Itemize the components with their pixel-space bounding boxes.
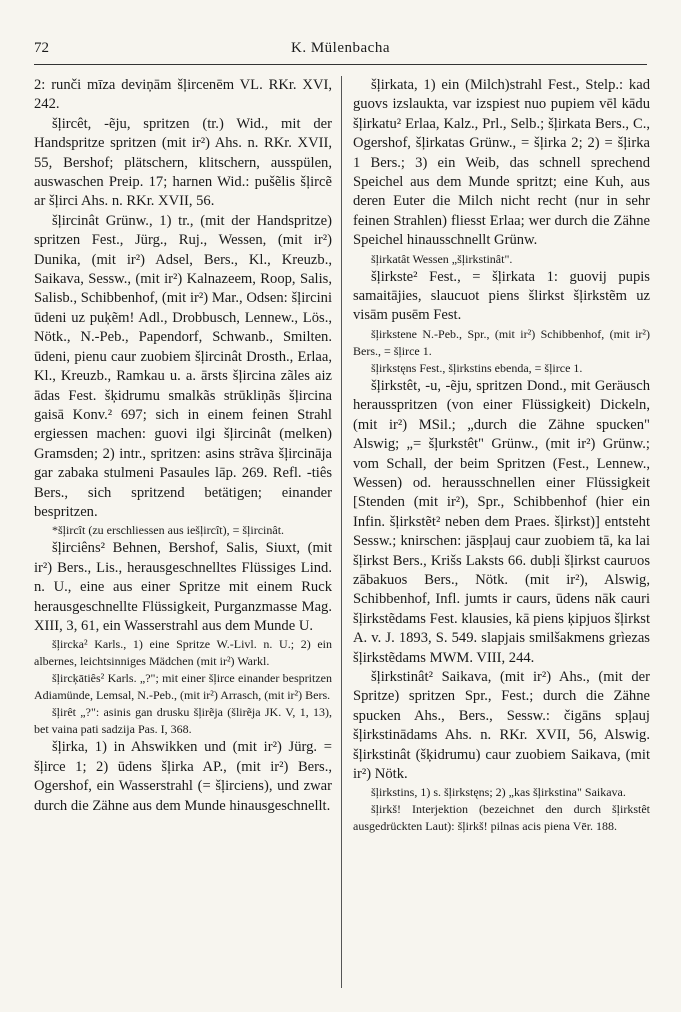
page-header — [34, 40, 647, 60]
right-column — [353, 76, 650, 835]
entry: šļirkata, 1) ein (Milch)strahl Fest., Stelp.: kad guovs izslaukta, var izspiest nuo pupiem vēl kādu šļirkatu² Erlaa, Kalz., Prl., Selb.; šļirkata Bers., C., Ogershof, šļirkatas Grünw., = šļirka 2; 2) = šļirka 1 Bers.; 3) ein Weib, das schnell sprechend Speichel aus dem Munde spritzt; eine Kuh, aus deren Euter die Milch nicht recht (nur in sehr feinen Strahlen) fliesst Erlaa; wer durch die Zähne Speichel hinausschnellt Grünw. — [353, 77, 650, 249]
entry: *šļircît (zu erschliessen aus iešļircît), = šļircinât. — [52, 523, 285, 538]
entry: šļircka² Karls., 1) eine Spritze W.-Livl. n. U.; 2) ein albernes, leichtsinniges Mädchen (mit ir²) Warkl. — [34, 637, 332, 669]
page-number: 72 — [34, 40, 49, 56]
entry: šļirciêns² Behnen, Bershof, Salis, Siuxt, (mit ir²) Bers., Lis., herausgeschnelltes Flüssiges Lind. n. U., eine aus einer Spritze mit einem Ruck herausgeschnellte Flüssigkeit, Purganzmasse Mag. XIII, 3, 61, ein Wasserstrahl aus dem Munde U. — [34, 540, 332, 634]
entry: šļircêt, -ẽju, spritzen (tr.) Wid., mit der Handspritze spritzen (mit ir²) Ahs. n. RKr. XVII, 55, Bershof; plätschern, klitschern, ausspülen, auswaschen Preip. 17; harnen Wid.: pušẽlis šļircẽ ar šļirci Ahs. n. RKr. XVII, 56. — [34, 115, 332, 210]
header-rule — [34, 64, 647, 65]
entry: šļircinât Grünw., 1) tr., (mit der Handspritze) spritzen Fest., Jürg., Ruj., Wessen, (mit ir²) Dunika, (mit ir²) Adsel, Bers., Kl., Kreuzb., Saikava, Sessw., (mit ir²) Kalnazeem, Roop, Salis, Salisb., Schibbenhof, (mit ir²) Mar., Odsen: šļircini ūdeni uz puķẽm! Adl., Drobbusch, Lennew., Lös., Nötk., N.-Peb., Papendorf, Schwanb., Smilten. ūdeni, pienu caur zuobiem šļircinât Drosth., Erlaa, Kl., Kreuzb., Ramkau u. a. ārsts šļircina zãles aiz ādas Fest. šķidrumu smalkãs strūkliņãs šļircina gaisā Konv.² 697; sich in einem feinen Strahl ergiessen machen: guovi ilgi šļircinât (melken) Gramsden; 2) intr., spritzen: asins strãva šļircināja gar zabaka stulmeni Pasaules lāp. 269. Refl. -tiês Bers., sich spritzend betätigen; einander bespritzen. — [34, 212, 332, 520]
running-title: K. Mülenbacha — [291, 40, 390, 56]
entry: šļirkste² Fest., = šļirkata 1: guovij pupis samaitājies, slaucuot piens šlirkst šļirkstẽm uz visām pusēm Fest. — [353, 268, 650, 324]
column-divider — [341, 76, 342, 988]
left-column — [34, 76, 332, 816]
entry: šļirkatât Wessen „šļirkstinât". — [371, 251, 513, 266]
entry: šļirka, 1) in Ahswikken und (mit ir²) Jürg. = šļirce 1; 2) ūdens šļirka AP., (mit ir²) Bers., Ogershof, ein Wasserstrahl (= šļirciens), und zwar durch die Zähne aus dem Munde hinausgeschnellt. — [34, 739, 332, 814]
entry: šļirkš! Interjektion (bezeichnet den durch šļirkstêt ausgedrückten Laut): šļirkš! pilnas acis piena Vēr. 188. — [353, 802, 650, 834]
entry: 2: runči mīza deviņām šļircenēm VL. RKr. XVI, 242. — [34, 77, 332, 113]
entry: šļirkstęns Fest., šļirkstins ebenda, = šļirce 1. — [371, 360, 583, 375]
entry: šļircķātiês² Karls. „?"; mit einer šļirce einander bespritzen Adiamünde, Lemsal, N.-Peb., (mit ir²) Arrasch, (mit ir²) Bers. — [34, 671, 332, 703]
entry: šļirkstinât² Saikava, (mit ir²) Ahs., (mit der Spritze) spritzen Spr., Fest.; durch die Zähne spucken Ahs., Bers., Sessw.: čigāns spļauj šļirkstinādams Ahs. n. RKr. XVII, 56, Alswig. šļirkstinât (šķidrumu) caur zuobiem Saikava, (mit ir²) Nötk. — [353, 668, 650, 782]
entry: šļirkstêt, -u, -ẽju, spritzen Dond., mit Geräusch herausspritzen (von einer Flüssigkeit) Dickeln, (mit ir²) MSil.; „durch die Zähne spucken" Alswig; „= šļurkstêt" Grünw., (mit ir²) Grünw.; vom Schall, der beim Spritzen (Fest., Lennew., Wessen) od. herausschnellen einer Flüssigkeit [Stenden (mit ir²), Spr., Schibbenhof (hier ein Infin. šļirkstẽt² neben dem Praes. šļirkst)] entsteht Sessw.; knirschen: jāspļauj caur zuobiem tā, ka lai šļirkst Bers., Krišs Laksts 66. dubļi šļirkst caurᴜos zābakuos Bers., Nötk. (mit ir²), Alswig, Schibbenhof, Infl. jumts ir caurs, ūdens nāk cauri šļirkstẽdams Fest. klausies, kā piens ķipjuos šļirkst A. v. J. 1893, S. 549. slapjais smilšakmens grìezas šļirkstẽdams MWM. VIII, 244. — [353, 377, 650, 666]
entry: šļirêt „?": asinis gan drusku šļirẽja (šlirẽja JK. V, 1, 13), bet vaina pati sadzija Pas. I, 368. — [34, 705, 332, 737]
entry: šļirkstins, 1) s. šļirkstęns; 2) „kas šļirkstina" Saikava. — [371, 785, 626, 800]
entry: šļirkstene N.-Peb., Spr., (mit ir²) Schibbenhof, (mit ir²) Bers., = šļirce 1. — [353, 326, 650, 358]
